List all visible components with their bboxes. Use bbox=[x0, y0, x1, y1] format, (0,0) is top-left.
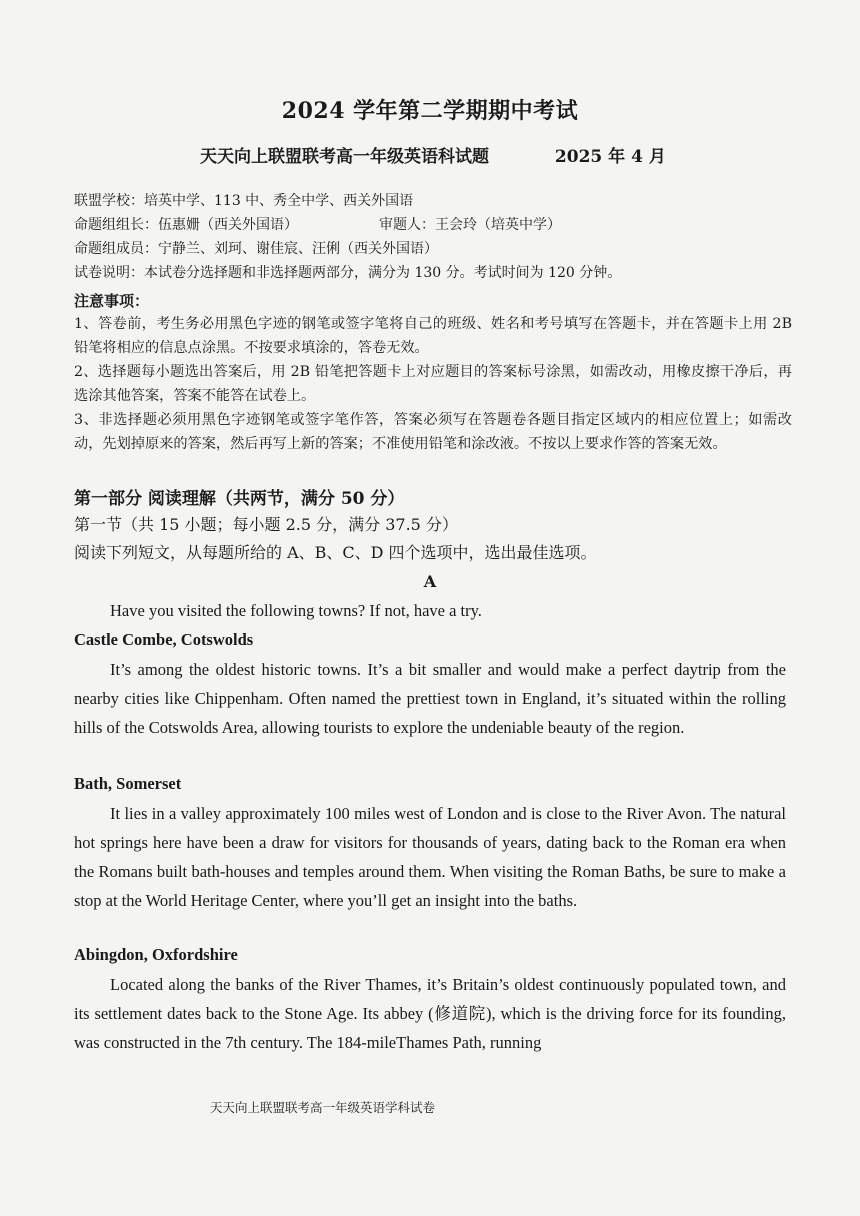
leader: 命题组组长：伍惠姗（西关外国语） bbox=[74, 217, 298, 233]
alliance-schools: 联盟学校：培英中学、113 中、秀全中学、西关外国语 bbox=[74, 193, 414, 209]
exam-subtitle bbox=[200, 142, 666, 167]
exam-title: 2024 学年第二学期期中考试 bbox=[281, 98, 579, 124]
exam-description: 试卷说明：本试卷分选择题和非选择题两部分，满分为 130 分。考试时间为 120 分钟。 bbox=[74, 265, 622, 281]
notice-heading: 注意事项： bbox=[74, 292, 150, 310]
town-heading: Abingdon, Oxfordshire bbox=[74, 945, 238, 964]
town-heading: Castle Combe, Cotswolds bbox=[74, 630, 254, 649]
page-footer: 天天向上联盟联考高一年级英语学科试卷 bbox=[210, 1100, 436, 1115]
exam-date: 2025 年 4 月 bbox=[554, 147, 666, 167]
staff-line bbox=[74, 214, 561, 234]
town-heading: Bath, Somerset bbox=[74, 774, 182, 793]
section-title: 第一节（共 15 小题；每小题 2.5 分，满分 37.5 分） bbox=[74, 515, 458, 534]
town-paragraph: It’s among the oldest historic towns. It’s a bit smaller and would make a perfect daytrip from the nearby cities like Chippenham. Often named the prettiest town in England, it’s situated within the rolling hills of the Cotswolds Area, allowing tourists to explore the undeniable beauty of the region. bbox=[74, 660, 786, 737]
part-title: 第一部分 阅读理解（共两节，满分 50 分） bbox=[74, 489, 405, 509]
notice-item: 2、选择题每小题选出答案后，用 2B 铅笔把答题卡上对应题目的答案标号涂黑，如需改动，用橡皮擦干净后，再选涂其他答案，答案不能答在试卷上。 bbox=[74, 364, 792, 404]
notice-item: 1、答卷前，考生务必用黑色字迹的钢笔或签字笔将自己的班级、姓名和考号填写在答题卡，并在答题卡上用 2B 铅笔将相应的信息点涂黑。不按要求填涂的，答卷无效。 bbox=[74, 316, 792, 356]
members: 命题组成员：宁静兰、刘珂、谢佳宸、汪俐（西关外国语） bbox=[74, 241, 438, 257]
passage-intro: Have you visited the following towns? If not, have a try. bbox=[110, 601, 482, 620]
notice-item: 3、非选择题必须用黑色字迹钢笔或签字笔作答，答案必须写在答题卷各题目指定区域内的相应位置上；如需改动，先划掉原来的答案，然后再写上新的答案；不准使用铅笔和涂改液。不按以上要求作答的答案无效。 bbox=[74, 412, 792, 452]
subtitle-text: 天天向上联盟联考高一年级英语科试题 bbox=[200, 147, 489, 167]
reviewer: 审题人：王会玲（培英中学） bbox=[379, 217, 561, 233]
town-paragraph: It lies in a valley approximately 100 miles west of London and is close to the River Avon. The natural hot springs here have been a draw for visitors for thousands of years, dating back to the Roman era when the Romans built bath-houses and temples around them. When visiting the Roman Baths, be sure to make a stop at the World Heritage Center, where you’ll get an insight into the baths. bbox=[74, 804, 786, 910]
passage-letter: A bbox=[423, 572, 437, 591]
instruction: 阅读下列短文，从每题所给的 A、B、C、D 四个选项中，选出最佳选项。 bbox=[74, 543, 597, 562]
town-paragraph: Located along the banks of the River Thames, it’s Britain’s oldest continuously populated town, and its settlement dates back to the Stone Age. Its abbey (修道院), which is the driving force for its founding, was constructed in the 7th century. The 184-mileThames Path, running bbox=[74, 975, 786, 1052]
